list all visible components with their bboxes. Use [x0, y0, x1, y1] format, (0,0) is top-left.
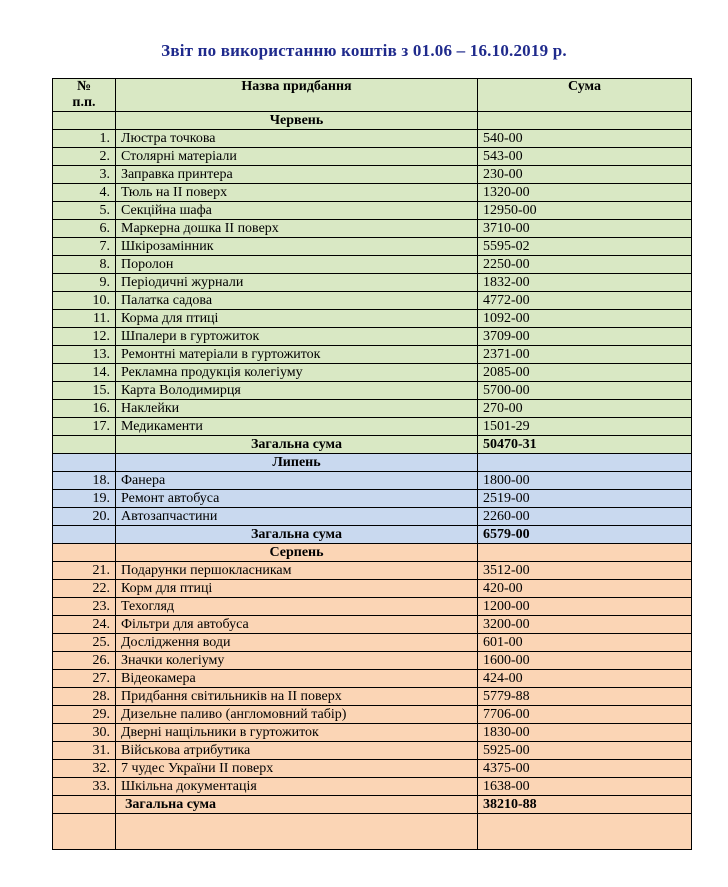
item-number: 6. [53, 220, 116, 238]
item-sum: 230-00 [478, 166, 692, 184]
item-name: Дизельне паливо (англомовний табір) [116, 706, 478, 724]
item-name: Секційна шафа [116, 202, 478, 220]
item-name: Придбання світильників на ІІ поверх [116, 688, 478, 706]
item-sum: 1832-00 [478, 274, 692, 292]
month-number-cell [53, 544, 116, 562]
table-row [53, 382, 692, 400]
item-number: 31. [53, 742, 116, 760]
item-name: Подарунки першокласникам [116, 562, 478, 580]
month-sum-cell [478, 454, 692, 472]
item-name: Рекламна продукція колегіуму [116, 364, 478, 382]
total-value: 50470-31 [478, 436, 692, 454]
expense-table [52, 78, 692, 850]
item-name: Корма для птиці [116, 310, 478, 328]
month-label: Липень [116, 454, 478, 472]
item-number: 13. [53, 346, 116, 364]
item-sum: 540-00 [478, 130, 692, 148]
item-number: 29. [53, 706, 116, 724]
item-number: 19. [53, 490, 116, 508]
table-row [53, 724, 692, 742]
item-sum: 1600-00 [478, 652, 692, 670]
table-row [53, 202, 692, 220]
item-number: 15. [53, 382, 116, 400]
item-number: 3. [53, 166, 116, 184]
item-number: 11. [53, 310, 116, 328]
table-row [53, 346, 692, 364]
item-sum: 270-00 [478, 400, 692, 418]
month-sum-cell [478, 112, 692, 130]
table-row [53, 184, 692, 202]
table-row [53, 634, 692, 652]
table-row [53, 166, 692, 184]
table-row [53, 364, 692, 382]
item-name: Заправка принтера [116, 166, 478, 184]
table-row [53, 688, 692, 706]
item-number: 20. [53, 508, 116, 526]
item-sum: 420-00 [478, 580, 692, 598]
item-sum: 5779-88 [478, 688, 692, 706]
table-row [53, 400, 692, 418]
item-sum: 2519-00 [478, 490, 692, 508]
total-number-cell [53, 796, 116, 814]
item-name: Медикаменти [116, 418, 478, 436]
item-sum: 3200-00 [478, 616, 692, 634]
item-number: 10. [53, 292, 116, 310]
item-name: Автозапчастини [116, 508, 478, 526]
month-label: Серпень [116, 544, 478, 562]
table-row [53, 598, 692, 616]
month-number-cell [53, 112, 116, 130]
item-name: Наклейки [116, 400, 478, 418]
item-name: Карта Володимирця [116, 382, 478, 400]
table-row [53, 274, 692, 292]
item-sum: 4772-00 [478, 292, 692, 310]
header-name: Назва придбання [116, 79, 478, 112]
table-row [53, 742, 692, 760]
item-sum: 2085-00 [478, 364, 692, 382]
item-number: 2. [53, 148, 116, 166]
item-sum: 4375-00 [478, 760, 692, 778]
total-row [53, 526, 692, 544]
item-sum: 7706-00 [478, 706, 692, 724]
total-value: 38210-88 [478, 796, 692, 814]
item-number: 24. [53, 616, 116, 634]
total-row [53, 796, 692, 814]
item-name: Відеокамера [116, 670, 478, 688]
item-name: Поролон [116, 256, 478, 274]
item-sum: 12950-00 [478, 202, 692, 220]
table-row [53, 580, 692, 598]
item-number: 33. [53, 778, 116, 796]
report-title: Звіт по використанню коштів з 01.06 – 16.10.2019 р. [161, 41, 567, 60]
table-row [53, 310, 692, 328]
item-number: 32. [53, 760, 116, 778]
item-number: 23. [53, 598, 116, 616]
item-name: Фанера [116, 472, 478, 490]
table-row [53, 670, 692, 688]
table-row [53, 778, 692, 796]
table-row [53, 148, 692, 166]
table-row [53, 508, 692, 526]
item-name: Дверні нащільники в гуртожиток [116, 724, 478, 742]
table-row [53, 220, 692, 238]
table-row [53, 652, 692, 670]
table-row [53, 706, 692, 724]
item-name: Значки колегіуму [116, 652, 478, 670]
table-row [53, 256, 692, 274]
item-name: Техогляд [116, 598, 478, 616]
item-name: Фільтри для автобуса [116, 616, 478, 634]
total-row [53, 436, 692, 454]
item-sum: 2260-00 [478, 508, 692, 526]
item-sum: 2371-00 [478, 346, 692, 364]
item-sum: 5700-00 [478, 382, 692, 400]
item-sum: 3710-00 [478, 220, 692, 238]
empty-cell [53, 814, 116, 850]
item-number: 5. [53, 202, 116, 220]
item-number: 4. [53, 184, 116, 202]
item-sum: 1200-00 [478, 598, 692, 616]
total-value: 6579-00 [478, 526, 692, 544]
table-row [53, 562, 692, 580]
item-number: 16. [53, 400, 116, 418]
item-number: 22. [53, 580, 116, 598]
item-sum: 1501-29 [478, 418, 692, 436]
item-sum: 543-00 [478, 148, 692, 166]
item-sum: 5925-00 [478, 742, 692, 760]
table-row [53, 292, 692, 310]
empty-row [53, 814, 692, 850]
total-number-cell [53, 436, 116, 454]
item-sum: 1638-00 [478, 778, 692, 796]
item-sum: 1320-00 [478, 184, 692, 202]
item-number: 28. [53, 688, 116, 706]
empty-cell [478, 814, 692, 850]
item-sum: 5595-02 [478, 238, 692, 256]
item-name: Палатка садова [116, 292, 478, 310]
item-number: 21. [53, 562, 116, 580]
item-name: Маркерна дошка ІІ поверх [116, 220, 478, 238]
item-name: Періодичні журнали [116, 274, 478, 292]
item-sum: 424-00 [478, 670, 692, 688]
table-row [53, 418, 692, 436]
table-row [53, 238, 692, 256]
header-sum: Сума [478, 79, 692, 112]
table-row [53, 472, 692, 490]
item-name: Тюль на ІІ поверх [116, 184, 478, 202]
table-row [53, 130, 692, 148]
item-number: 26. [53, 652, 116, 670]
item-name: Люстра точкова [116, 130, 478, 148]
total-number-cell [53, 526, 116, 544]
item-number: 30. [53, 724, 116, 742]
total-label: Загальна сума [116, 526, 478, 544]
month-row [53, 454, 692, 472]
item-name: Ремонтні матеріали в гуртожиток [116, 346, 478, 364]
item-number: 25. [53, 634, 116, 652]
table-row [53, 616, 692, 634]
empty-cell [116, 814, 478, 850]
item-number: 7. [53, 238, 116, 256]
month-label: Червень [116, 112, 478, 130]
item-number: 12. [53, 328, 116, 346]
item-number: 8. [53, 256, 116, 274]
month-number-cell [53, 454, 116, 472]
item-name: Дослідження води [116, 634, 478, 652]
total-label: Загальна сума [116, 796, 478, 814]
table-row [53, 760, 692, 778]
table-row [53, 490, 692, 508]
item-name: Шпалери в гуртожиток [116, 328, 478, 346]
item-sum: 2250-00 [478, 256, 692, 274]
item-sum: 1092-00 [478, 310, 692, 328]
item-number: 27. [53, 670, 116, 688]
item-sum: 601-00 [478, 634, 692, 652]
item-name: Шкільна документація [116, 778, 478, 796]
item-name: Ремонт автобуса [116, 490, 478, 508]
item-number: 14. [53, 364, 116, 382]
item-number: 9. [53, 274, 116, 292]
table-row [53, 328, 692, 346]
item-number: 1. [53, 130, 116, 148]
item-name: Корм для птиці [116, 580, 478, 598]
item-number: 18. [53, 472, 116, 490]
table-header-row [53, 79, 692, 112]
item-sum: 1830-00 [478, 724, 692, 742]
item-name: 7 чудес України ІІ поверх [116, 760, 478, 778]
item-number: 17. [53, 418, 116, 436]
total-label: Загальна сума [116, 436, 478, 454]
month-sum-cell [478, 544, 692, 562]
month-row [53, 544, 692, 562]
item-sum: 3512-00 [478, 562, 692, 580]
item-sum: 1800-00 [478, 472, 692, 490]
month-row [53, 112, 692, 130]
header-number: № п.п. [53, 79, 116, 112]
item-name: Столярні матеріали [116, 148, 478, 166]
item-name: Військова атрибутика [116, 742, 478, 760]
item-sum: 3709-00 [478, 328, 692, 346]
item-name: Шкірозамінник [116, 238, 478, 256]
